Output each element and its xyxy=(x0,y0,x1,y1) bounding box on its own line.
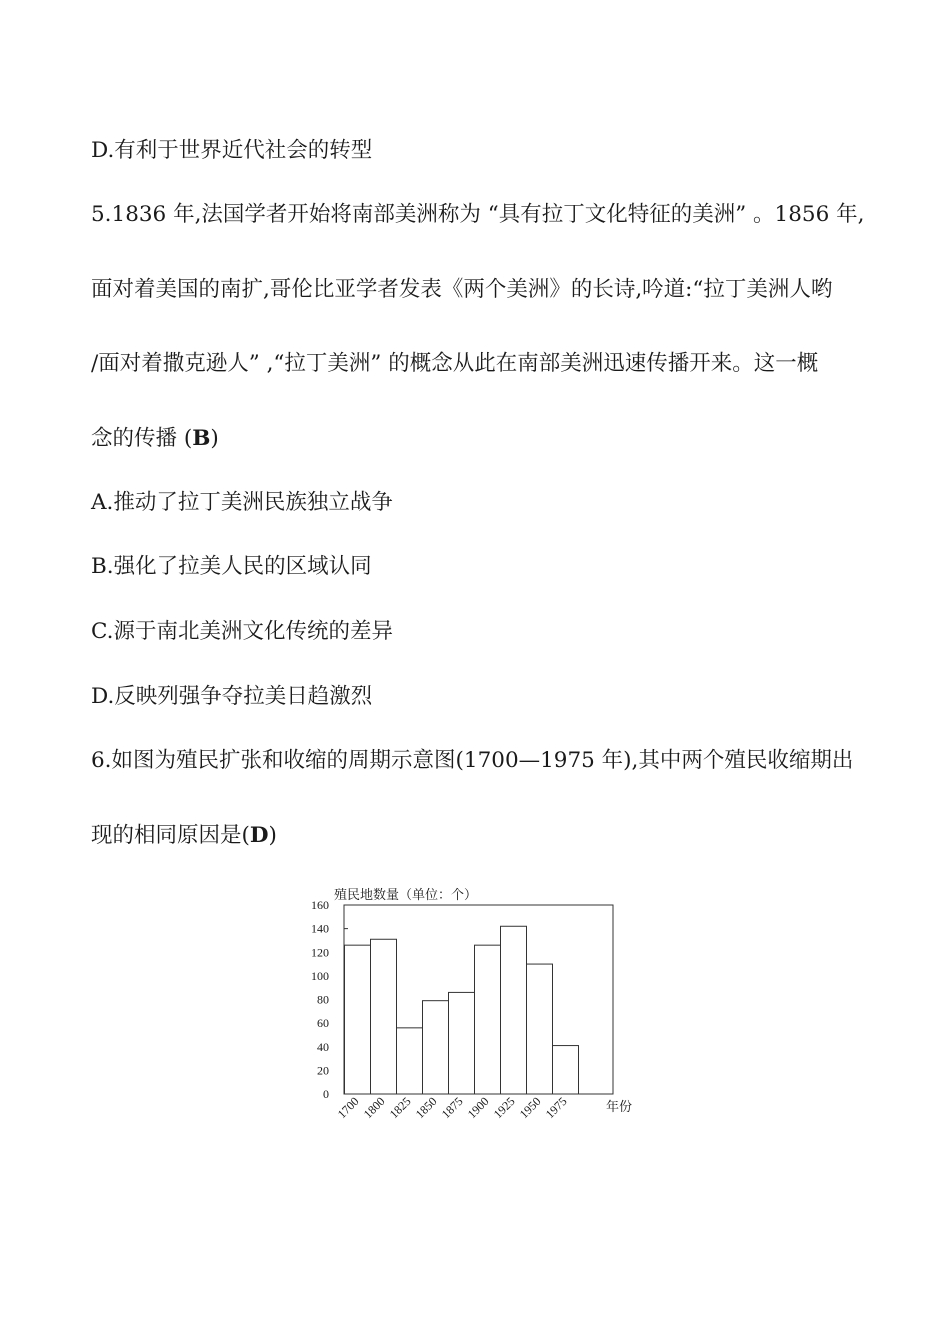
colony-count-chart xyxy=(300,878,650,1130)
x-tick-label: 1975 xyxy=(542,1094,570,1122)
option-c-q5: C.源于南北美洲文化传统的差异 xyxy=(91,619,394,644)
option-d-q5: D.反映列强争夺拉美日趋激烈 xyxy=(91,684,373,709)
question-6-line-1: 6.如图为殖民扩张和收缩的周期示意图(1700—1975 年),其中两个殖民收缩期出 xyxy=(91,748,854,773)
x-tick-label: 1950 xyxy=(516,1094,544,1122)
y-tick-label: 60 xyxy=(317,1016,329,1031)
question-5-line-2: 面对着美国的南扩,哥伦比亚学者发表《两个美洲》的长诗,吟道:“拉丁美洲人哟 xyxy=(91,277,833,302)
question-6-answer: D xyxy=(249,823,269,848)
x-tick-label: 1800 xyxy=(360,1094,388,1122)
question-5-paren-close: ) xyxy=(210,426,219,451)
x-tick-label: 1925 xyxy=(490,1094,518,1122)
question-6-paren-close: ) xyxy=(268,823,277,848)
y-tick-label: 100 xyxy=(311,968,329,983)
bar xyxy=(397,1028,423,1094)
bar xyxy=(553,1046,579,1094)
x-tick-label: 1700 xyxy=(334,1094,362,1122)
y-tick-label: 0 xyxy=(323,1087,329,1101)
y-tick-label: 20 xyxy=(317,1063,329,1078)
y-tick-label: 40 xyxy=(317,1039,329,1054)
bar xyxy=(371,939,397,1094)
x-axis-label: 年份 xyxy=(606,1099,633,1114)
question-6-line-2 xyxy=(91,822,277,850)
x-tick-label: 1875 xyxy=(438,1094,466,1122)
question-5-line-3: /面对着撒克逊人” ,“拉丁美洲” 的概念从此在南部美洲迅速传播开来。这一概 xyxy=(91,351,819,376)
x-tick-label: 1850 xyxy=(412,1094,440,1122)
bar xyxy=(449,992,475,1094)
y-tick-label: 120 xyxy=(311,945,329,960)
question-6-stem-end: 现的相同原因是( xyxy=(91,823,250,848)
y-tick-label: 80 xyxy=(317,992,329,1007)
question-5-stem-end: 念的传播 ( xyxy=(91,426,193,451)
question-5-answer: B xyxy=(192,426,211,451)
y-tick-label: 160 xyxy=(311,898,329,912)
x-tick-label: 1825 xyxy=(386,1094,414,1122)
bar xyxy=(345,945,371,1094)
option-a-q5: A.推动了拉丁美洲民族独立战争 xyxy=(91,490,393,515)
option-b-q5: B.强化了拉美人民的区域认同 xyxy=(91,554,372,579)
y-axis-label: 殖民地数量（单位：个） xyxy=(334,887,478,902)
bar xyxy=(527,964,553,1094)
bar xyxy=(475,945,501,1094)
bar xyxy=(501,926,527,1094)
option-d-q4: D.有利于世界近代社会的转型 xyxy=(91,138,373,163)
x-tick-label: 1900 xyxy=(464,1094,492,1122)
question-5-line-4 xyxy=(91,425,219,453)
bar xyxy=(423,1001,449,1094)
question-5-line-1: 5.1836 年,法国学者开始将南部美洲称为 “具有拉丁文化特征的美洲” 。1856 年, xyxy=(91,202,865,227)
y-tick-label: 140 xyxy=(311,921,329,936)
